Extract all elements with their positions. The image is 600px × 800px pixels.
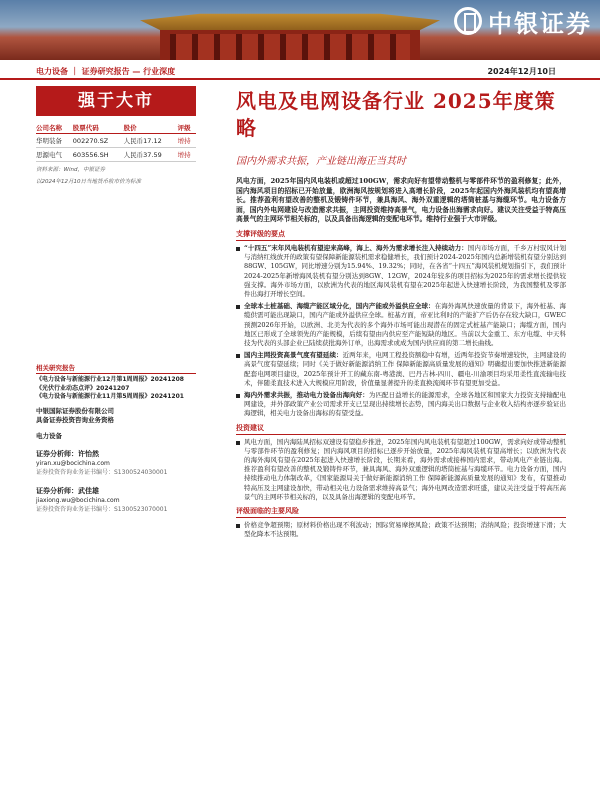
related-report-link[interactable]: 《光伏行业动态点评》20241207: [36, 384, 130, 392]
risk-points-list: [236, 521, 566, 539]
analyst-email[interactable]: yiran.xu@bocichina.com: [36, 459, 110, 467]
report-title: 风电及电网设备行业 2025年度策略: [236, 89, 556, 140]
bullet-text: “十四五”末年风电装机有望迎来高峰，海上、海外为需求增长注入持续动力：国内市场方面，千乡万村驭风计划与消纳红线放开的政策有望保障新能源装机需求稳健增长，我们预计2024-2025年国内总新增装机有望分别达到88GW、105GW，同比增速分别为15.94%、19.32%；同时，在各省“十四五”海风装机规划指引下，我们预计2024-2025年新增海风装机有望分别达到8GW、12GW，2024年较多的项目招标为2025年的需求增长提供较强支撑。海外市场方面，以欧洲为代表的地区海风装机有望在2025年起进入快速增长阶段，为我国整机及零部件出海打开增长空间。: [244, 243, 567, 298]
company-name: 思源电气: [36, 148, 73, 162]
bullet-text: 风电方面，国内海陆风招标双速设有望稳步推进，2025年国内风电装机有望超过100GW，需求向好或带动整机与零部件环节的盈利修复；国内海风项目的招标已逐步开始放量，2025年海风装机有望高增长；以欧洲为代表的海外海风有望在2025年起进入快速增长阶段，长期来看，海外需求或接棒国内需求，带动风电产业链出海。推荐盈利有望改善的整机及锻铸件环节，兼具海风、海外双重逻辑的塔筒桩基与海缆环节。电力设备方面，国内持续推动电力体制改革，《国家能源局关于做好新能源消纳工作 保障新能源高质量发展的通知》发布，有望推动特高压及主网建设加快，带动相关电力设备需求维持高景气；海外电网改造需求旺盛，建议关注受益于特高压高景气的主网环节相关标的，以及具备出海逻辑的变配电环节。: [244, 437, 566, 501]
company-logo: [454, 6, 592, 36]
stock-price: 人民币17.12: [124, 134, 178, 148]
left-sidebar: [36, 86, 196, 186]
stock-code: 002270.SZ: [73, 134, 124, 148]
stock-price: 人民币37.59: [124, 148, 178, 162]
analyst-block: [36, 450, 196, 477]
bullet-text: 国内主网投资高景气度有望延续：近两年来，电网工程投资额稳中有增，近两年投资节奏增速较快，主网建设的高景气度有望延续；同时《关于做好新能源消纳工作 保障新能源高质量发展的通知》明确提出要加快推进新能源配套电网项目建设，2025年预计开工的藏东南-粤港澳、巴丹吉林-四川、疆电-川渝项目均采用柔性直流输电技术，伴随柔直技术进入大规模应用阶段，价值量显著提升的柔直换流阀环节有望更加受益。: [244, 351, 567, 387]
stock-rating: 增持: [178, 148, 196, 162]
related-research: [36, 363, 196, 514]
analyst-block: [36, 487, 196, 514]
bullet-point: [236, 351, 566, 388]
bullet-text: 价格竞争超预期；原材料价格出现不利波动；国际贸易摩擦风险；政策不达预期；消纳风险；投资增速下滑；大型化降本不达预期。: [244, 521, 566, 539]
palace-columns-graphic: [170, 34, 410, 60]
main-content: [236, 88, 566, 542]
bullet-square-icon: [236, 441, 240, 445]
report-subbar: [0, 62, 600, 80]
stock-table-header: [36, 122, 196, 134]
bullet-point: [236, 521, 566, 539]
company-qualification: 具备证券投资咨询业务资格: [36, 415, 114, 424]
bullet-square-icon: [236, 524, 240, 528]
stock-rating: 增持: [178, 134, 196, 148]
bullet-point: [236, 302, 566, 348]
support-points-list: [236, 244, 566, 419]
bullet-square-icon: [236, 354, 240, 358]
bullet-lead: 国内主网投资高景气度有望延续：: [244, 351, 343, 360]
analyst-name: 证券分析师：武佳雄: [36, 486, 99, 495]
table-price-note: 以2024年12月10日当地货币收市价为标准: [36, 179, 141, 185]
palace-roof-graphic: [140, 6, 440, 32]
bullet-square-icon: [236, 305, 240, 309]
bullet-point: [236, 244, 566, 299]
invest-heading: 投资建议: [236, 423, 566, 435]
bullet-lead: 海内外需求共振，推动电力设备出海向好：: [244, 391, 369, 400]
table-source-note: 资料来源：Wind，中银证券: [36, 167, 105, 173]
related-report-link[interactable]: 《电力设备与新能源行业12月第1周周报》20241208: [36, 376, 184, 383]
company-name: 华明装备: [36, 134, 73, 148]
bullet-text: 海内外需求共振，推动电力设备出海向好：为匹配日益增长的能源需求，全球各地区和国家大力投资支持输配电网建设，并外部政策产业公司需求开支已呈现出持续增长态势，国内海关出口数据与企业收入结构亦逐步验证出海逻辑，相关电力设备出海标的有望受益。: [244, 391, 567, 418]
bullet-point: [236, 391, 566, 419]
breadcrumb: 电力设备 ｜ 证券研究报告 — 行业深度: [36, 67, 176, 76]
report-summary: 风电方面，2025年国内风电装机或超过100GW，需求向好有望带动整机与零部件环节的盈利修复；此外，国内海风项目的招标已开始放量，欧洲海风按规划将进入高增长阶段，2025年起国内外海风装机均有望高增长。推荐盈利有望改善的整机及锻铸件环节，兼具海风、海外双重逻辑的塔筒桩基与海缆环节。电力设备方面，国内外电网建设与改造需求共振，主网投资维持高景气，电力设备出海需求向好。建议关注受益于特高压高景气的主网环节相关标的，以及具备出海逻辑的变配电环节。维持行业强于大市评级。: [236, 177, 566, 224]
support-heading: 支撑评级的要点: [236, 229, 566, 241]
rating-badge: 强于大市: [36, 86, 196, 116]
bullet-point: [236, 438, 566, 502]
stock-code: 603556.SH: [73, 148, 124, 162]
industry-label: 电力设备: [36, 431, 62, 440]
report-subtitle: 国内外需求共振，产业链出海正当其时: [236, 156, 406, 167]
risk-heading: 评级面临的主要风险: [236, 506, 566, 518]
bullet-text: 全球本土桩基础、海缆产能区域分化，国内产能或外溢供应全球：在海外海风快速放量的背景下，海外桩基、海缆供需可能出现缺口，国内产能或外溢供应全球。桩基方面，帝亚比利时的产能扩产后仍存在较大缺口，GWEC预测2026年开始，以欧洲、北美为代表的多个海外市场可能出现潜在的固定式桩基产能缺口；海缆方面，国内地区已形成了全球领先的产能规模，后续有望由内供应至产能短缺的地区。当前以大金重工、东方电缆、中天科技为代表的头部企业已陆续获批海外订单，出海需求或成为国内供应商的第二增长曲线。: [244, 302, 567, 347]
bullet-square-icon: [236, 247, 240, 251]
table-row: [36, 134, 196, 148]
company-name-line: 中银国际证券股份有限公司: [36, 406, 114, 415]
col-header: 股票代码: [73, 122, 124, 134]
col-header: 股价: [124, 122, 178, 134]
stock-table: [36, 122, 196, 162]
table-row: [36, 148, 196, 162]
header-banner: [0, 0, 600, 60]
col-header: 公司名称: [36, 122, 73, 134]
logo-mark-icon: [454, 7, 482, 35]
analyst-cert: 证券投资咨询业务证书编号：S1300523070001: [36, 505, 168, 513]
bullet-lead: 全球本土桩基础、海缆产能区域分化，国内产能或外溢供应全球：: [244, 302, 435, 311]
report-date: 2024年12月10日: [487, 67, 556, 76]
bullet-lead: “十四五”末年风电装机有望迎来高峰，海上、海外为需求增长注入持续动力：: [244, 243, 468, 252]
related-report-link[interactable]: 《电力设备与新能源行业11月第5周周报》20241201: [36, 393, 184, 400]
analyst-cert: 证券投资咨询业务证书编号：S1300524030001: [36, 468, 168, 476]
logo-text: 中银证券: [488, 9, 592, 38]
col-header: 评级: [178, 122, 196, 134]
analyst-name: 证券分析师：许怡然: [36, 449, 99, 458]
related-heading: 相关研究报告: [36, 363, 196, 374]
company-info: [36, 407, 196, 425]
bullet-square-icon: [236, 394, 240, 398]
analyst-email[interactable]: jiaxiong.wu@bocichina.com: [36, 496, 120, 504]
invest-points-list: [236, 438, 566, 502]
